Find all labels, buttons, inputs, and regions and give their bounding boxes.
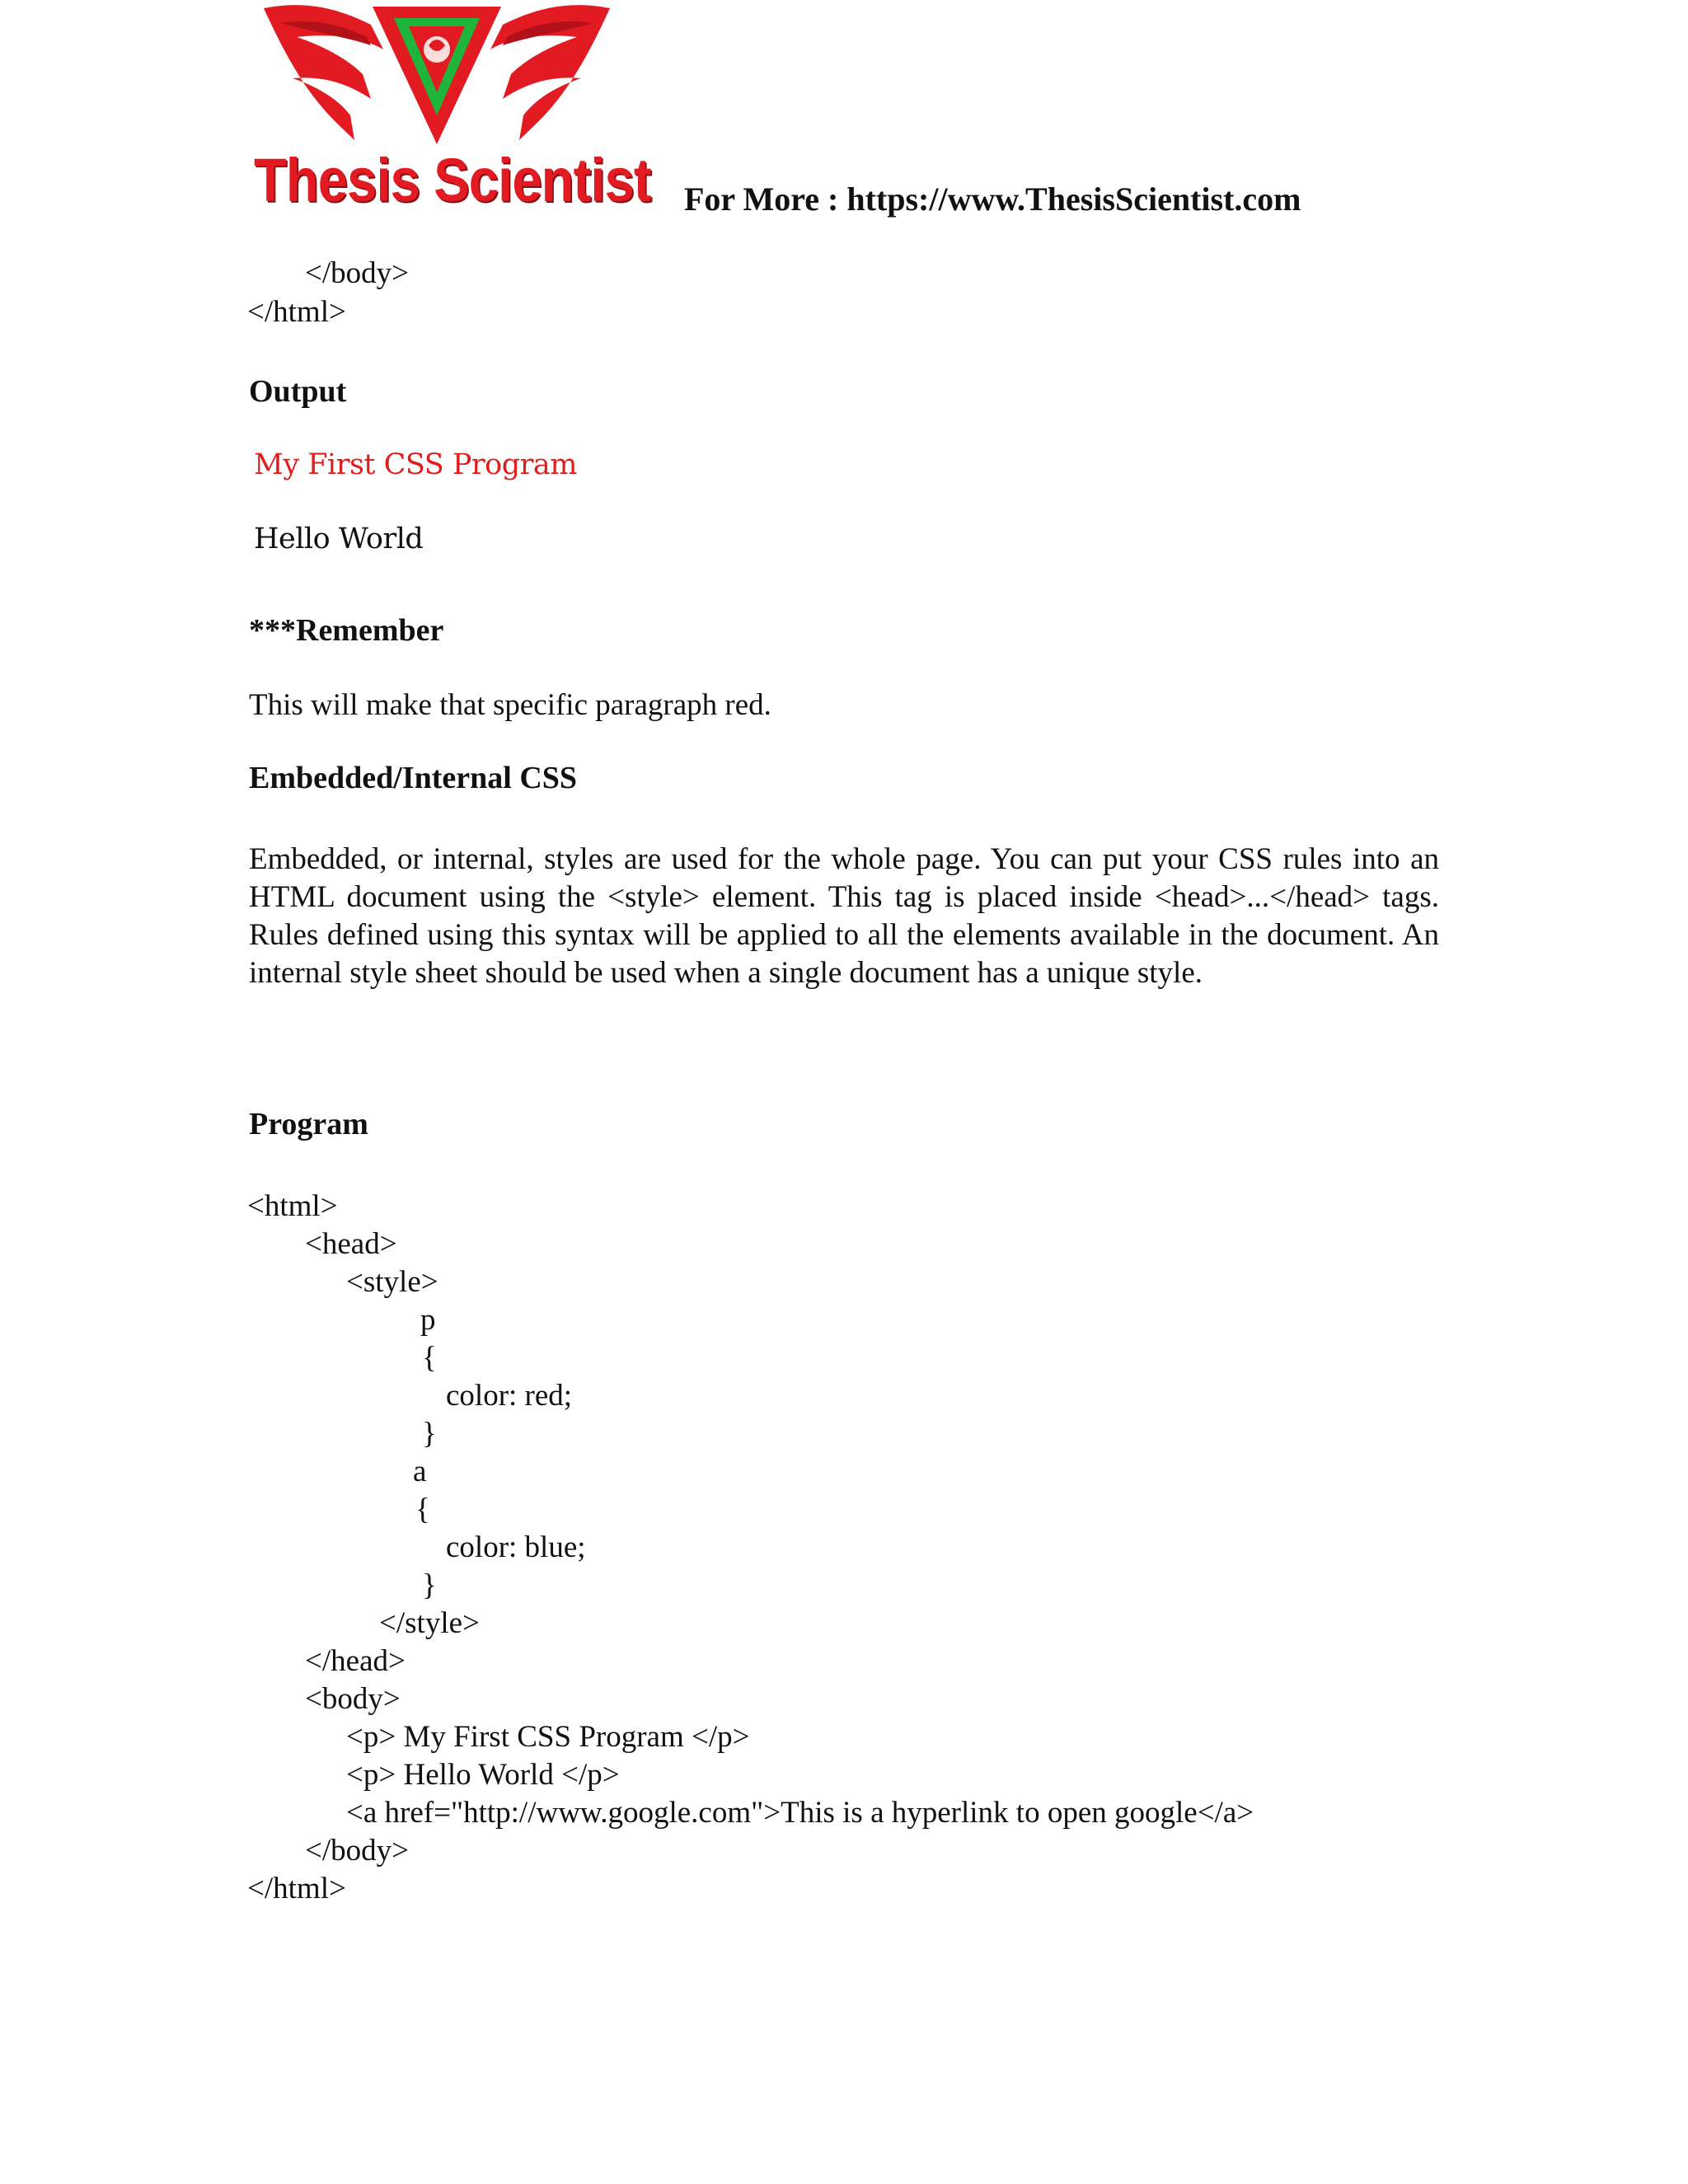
code-line: </style> bbox=[379, 1606, 480, 1640]
code-line: } bbox=[422, 1568, 437, 1602]
remember-text: This will make that specific paragraph red. bbox=[249, 688, 771, 722]
code-line: <html> bbox=[247, 1189, 338, 1223]
code-line: <style> bbox=[346, 1265, 438, 1299]
code-line: color: red; bbox=[446, 1379, 573, 1413]
code-line: </html> bbox=[247, 295, 346, 329]
code-line: a bbox=[413, 1455, 427, 1488]
code-line: <body> bbox=[305, 1682, 401, 1716]
embedded-css-paragraph: Embedded, or internal, styles are used for the whole page. You can put your CSS rules into an HTML document using the <style> element. This tag is placed inside <head>...</head> tags. Rules defined using this syntax will be applied to all the elements available in the document. An internal style sheet should be used when a single document has a unique style. bbox=[249, 842, 1439, 990]
code-line: <p> Hello World </p> bbox=[346, 1758, 620, 1792]
code-line: <p> My First CSS Program </p> bbox=[346, 1720, 750, 1754]
code-line: { bbox=[415, 1493, 430, 1526]
logo-wordmark: Thesis Scientist bbox=[254, 146, 651, 214]
header-more-link bbox=[684, 180, 1301, 218]
code-line: color: blue; bbox=[446, 1530, 586, 1564]
code-line: </html> bbox=[247, 1872, 346, 1905]
logo-emblem-icon bbox=[247, 0, 626, 152]
remember-heading: ***Remember bbox=[249, 613, 444, 648]
output-heading: Output bbox=[249, 374, 347, 409]
header-link-label: For More : bbox=[684, 180, 839, 218]
code-line: { bbox=[422, 1341, 437, 1375]
code-line: </head> bbox=[305, 1644, 406, 1678]
output-plain-line: Hello World bbox=[254, 523, 424, 555]
code-line: p bbox=[420, 1303, 436, 1337]
code-line: <head> bbox=[305, 1227, 397, 1261]
code-line: <a href="http://www.google.com">This is a hyperlink to open google</a> bbox=[346, 1796, 1254, 1830]
code-line: </body> bbox=[305, 1834, 410, 1868]
header-link-url[interactable]: https://www.ThesisScientist.com bbox=[846, 180, 1301, 218]
thesis-scientist-logo bbox=[247, 0, 651, 227]
output-red-line: My First CSS Program bbox=[254, 448, 577, 481]
code-line: } bbox=[422, 1417, 437, 1451]
embedded-css-heading: Embedded/Internal CSS bbox=[249, 761, 578, 795]
program-heading: Program bbox=[249, 1107, 368, 1141]
code-line: </body> bbox=[305, 256, 410, 290]
